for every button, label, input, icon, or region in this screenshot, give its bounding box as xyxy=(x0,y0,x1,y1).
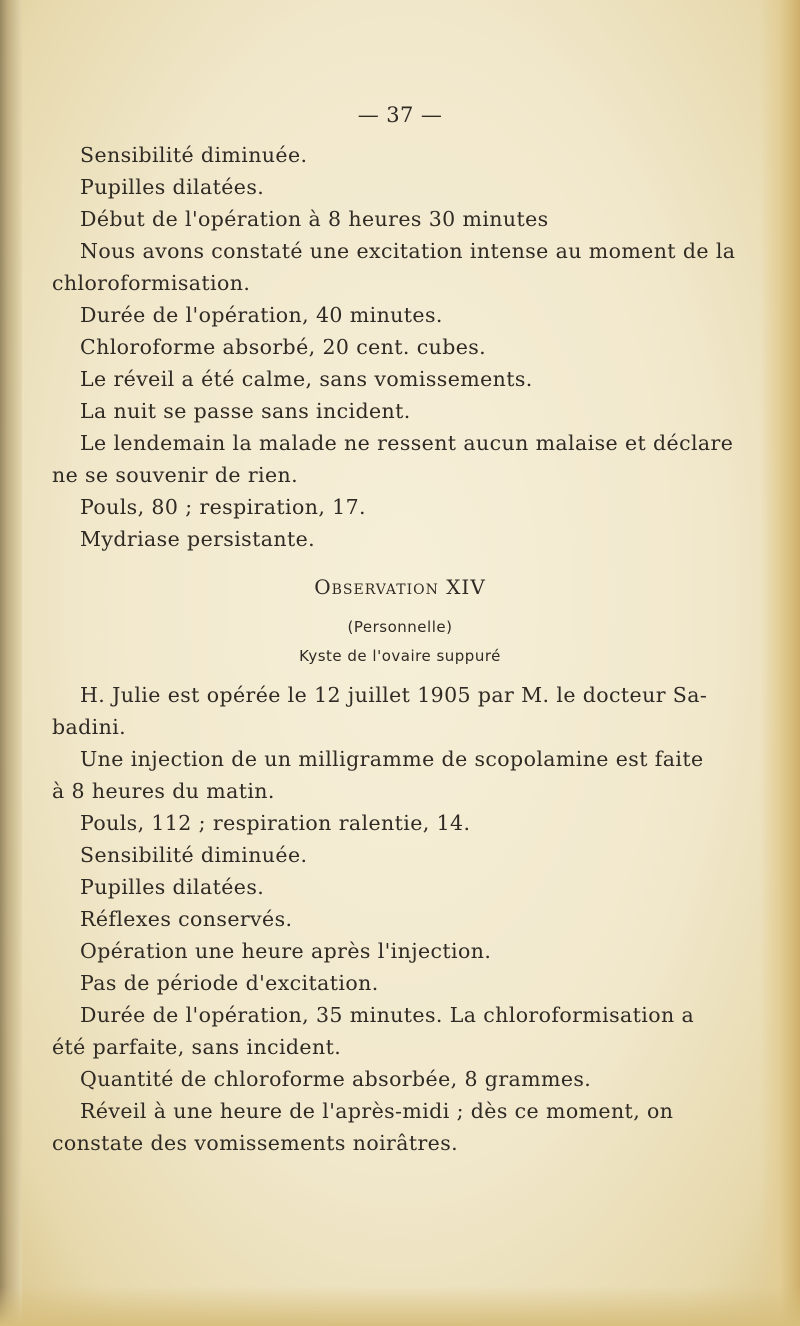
text-line: H. Julie est opérée le 12 juillet 1905 par M. le docteur Sa- xyxy=(80,683,708,707)
page-number: — 37 — xyxy=(357,103,443,127)
text-line: Le lendemain la malade ne ressent aucun malaise et déclare xyxy=(80,431,734,455)
text-line: Mydriase persistante. xyxy=(80,527,316,551)
text-line: Pupilles dilatées. xyxy=(80,175,265,199)
text-line: Chloroforme absorbé, 20 cent. cubes. xyxy=(80,335,487,359)
text-line: Pouls, 80 ; respiration, 17. xyxy=(80,495,366,519)
text-line: Quantité de chloroforme absorbée, 8 grammes. xyxy=(80,1067,592,1091)
observation-subtitle: (Personnelle) xyxy=(347,618,453,636)
text-line: à 8 heures du matin. xyxy=(52,779,275,803)
text-line: Début de l'opération à 8 heures 30 minutes xyxy=(80,207,549,231)
text-line: Une injection de un milligramme de scopolamine est faite xyxy=(80,747,704,771)
text-line: Pupilles dilatées. xyxy=(80,875,265,899)
observation-title: Observation XIV xyxy=(314,575,486,599)
text-line: Sensibilité diminuée. xyxy=(80,143,308,167)
observation-diagnosis: Kyste de l'ovaire suppuré xyxy=(299,647,501,665)
text-line: Pas de période d'excitation. xyxy=(80,971,379,995)
text-line: constate des vomissements noirâtres. xyxy=(52,1131,459,1155)
text-line: badini. xyxy=(52,715,127,739)
text-line: Le réveil a été calme, sans vomissements. xyxy=(80,367,533,391)
text-line: Opération une heure après l'injection. xyxy=(80,939,492,963)
text-line: été parfaite, sans incident. xyxy=(52,1035,342,1059)
text-line: Nous avons constaté une excitation intense au moment de la xyxy=(80,239,736,263)
text-line: Sensibilité diminuée. xyxy=(80,843,308,867)
text-line: Pouls, 112 ; respiration ralentie, 14. xyxy=(80,811,471,835)
text-line: Durée de l'opération, 40 minutes. xyxy=(80,303,443,327)
text-line: Réflexes conservés. xyxy=(80,907,293,931)
text-line: ne se souvenir de rien. xyxy=(52,463,299,487)
text-line: Durée de l'opération, 35 minutes. La chloroformisation a xyxy=(80,1003,695,1027)
page-bottom-edge xyxy=(0,1286,800,1326)
text-line: La nuit se passe sans incident. xyxy=(80,399,411,423)
text-line: chloroformisation. xyxy=(52,271,251,295)
text-line: Réveil à une heure de l'après-midi ; dès ce moment, on xyxy=(80,1099,674,1123)
